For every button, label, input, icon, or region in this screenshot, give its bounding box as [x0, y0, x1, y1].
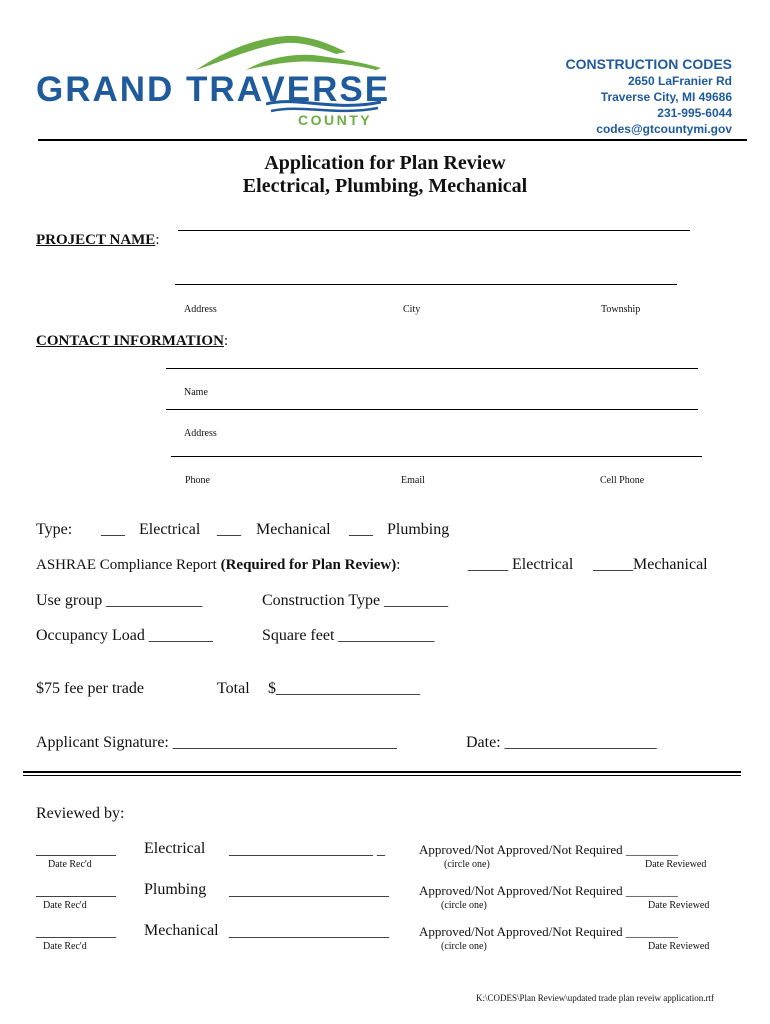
- fee-per-trade: $75 fee per trade: [36, 680, 144, 697]
- contact-info-row: [36, 333, 228, 350]
- plumbing-status[interactable]: [419, 883, 678, 899]
- total-field[interactable]: $__________________: [268, 680, 420, 697]
- hills-logo-graphic: [186, 30, 386, 74]
- use-group-field[interactable]: Use group ____________: [36, 592, 203, 609]
- caption-township: Township: [601, 304, 641, 315]
- contact-address-field[interactable]: [166, 409, 698, 410]
- type-label: Type:: [36, 521, 73, 538]
- plumbing-date-reviewed-caption: Date Reviewed: [648, 900, 710, 911]
- signature-date-field[interactable]: Date: ___________________: [466, 734, 657, 751]
- mechanical-circle-one: (circle one): [441, 941, 487, 952]
- electrical-trade-label: Electrical: [144, 840, 206, 857]
- contact-info-colon: :: [223, 333, 229, 349]
- project-name-field[interactable]: [178, 230, 690, 231]
- reviewed-by-label: Reviewed by:: [36, 805, 125, 822]
- plumbing-reviewer-field[interactable]: ____________________: [229, 882, 389, 899]
- ashrae-row: [36, 557, 400, 574]
- type-mechanical: Mechanical: [256, 521, 331, 538]
- logo-county: COUNTY: [298, 112, 373, 128]
- type-electrical-blank[interactable]: ___: [101, 521, 125, 538]
- applicant-signature-field[interactable]: Applicant Signature: ____________________________: [36, 734, 397, 751]
- mechanical-date-reviewed-caption: Date Reviewed: [648, 941, 710, 952]
- type-electrical: Electrical: [139, 521, 201, 538]
- ashrae-colon: :: [396, 557, 401, 573]
- caption-email: Email: [401, 475, 425, 486]
- type-mechanical-blank[interactable]: ___: [217, 521, 241, 538]
- total-label: Total: [217, 680, 250, 697]
- electrical-status-options[interactable]: Approved/Not Approved/Not Required: [419, 842, 623, 857]
- electrical-date-recd-caption: Date Rec'd: [48, 859, 92, 870]
- mechanical-trade-label: Mechanical: [144, 922, 219, 939]
- square-feet-field[interactable]: Square feet ____________: [262, 627, 435, 644]
- ashrae-mechanical-option[interactable]: _____Mechanical: [593, 556, 708, 573]
- electrical-date-reviewed-caption: Date Reviewed: [645, 859, 707, 870]
- form-title-line-1: Application for Plan Review: [264, 152, 506, 174]
- mechanical-status-options[interactable]: Approved/Not Approved/Not Required: [419, 924, 623, 939]
- electrical-date-reviewed-field[interactable]: ________: [625, 842, 678, 857]
- ashrae-required-note: (Required for Plan Review): [220, 557, 397, 573]
- mechanical-status[interactable]: [419, 924, 678, 940]
- electrical-reviewer-field[interactable]: __________________ _: [229, 841, 385, 858]
- address-line-2: Traverse City, MI 49686: [600, 90, 732, 104]
- caption-name: Name: [184, 387, 208, 398]
- electrical-date-recd-field[interactable]: __________: [36, 841, 116, 858]
- department-email[interactable]: codes@gtcountymi.gov: [596, 122, 732, 136]
- plumbing-status-options[interactable]: Approved/Not Approved/Not Required: [419, 883, 623, 898]
- file-path-footer: K:\CODES\Plan Review\updated trade plan reveiw application.rtf: [476, 993, 714, 1003]
- mechanical-date-reviewed-field[interactable]: ________: [625, 924, 678, 939]
- form-title-line-2: Electrical, Plumbing, Mechanical: [242, 175, 528, 197]
- department-name: CONSTRUCTION CODES: [565, 56, 732, 72]
- mechanical-date-recd-caption: Date Rec'd: [43, 941, 87, 952]
- ashrae-electrical-option[interactable]: _____ Electrical: [468, 556, 574, 573]
- plumbing-date-recd-caption: Date Rec'd: [43, 900, 87, 911]
- caption-city: City: [403, 304, 421, 315]
- caption-cell-phone: Cell Phone: [600, 475, 645, 486]
- mechanical-date-recd-field[interactable]: __________: [36, 923, 116, 940]
- plumbing-trade-label: Plumbing: [144, 881, 207, 898]
- project-location-field[interactable]: [175, 284, 677, 285]
- header-divider: [38, 139, 747, 141]
- caption-phone: Phone: [185, 475, 210, 486]
- plumbing-date-reviewed-field[interactable]: ________: [625, 883, 678, 898]
- electrical-circle-one: (circle one): [444, 859, 490, 870]
- mechanical-reviewer-field[interactable]: ____________________: [229, 923, 389, 940]
- plumbing-date-recd-field[interactable]: __________: [36, 882, 116, 899]
- type-plumbing-blank[interactable]: ___: [349, 521, 373, 538]
- address-line-1: 2650 LaFranier Rd: [627, 74, 732, 88]
- project-name-row: [36, 232, 159, 249]
- occupancy-load-field[interactable]: Occupancy Load ________: [36, 627, 213, 644]
- project-name-label: PROJECT NAME: [36, 232, 156, 248]
- contact-name-field[interactable]: [166, 368, 698, 369]
- department-contact-block: [566, 55, 732, 137]
- ashrae-label: ASHRAE Compliance Report: [36, 557, 217, 573]
- contact-phone-email-field[interactable]: [171, 456, 702, 457]
- caption-address: Address: [184, 304, 217, 315]
- review-divider-top: [23, 771, 741, 773]
- plumbing-circle-one: (circle one): [441, 900, 487, 911]
- construction-type-field[interactable]: Construction Type ________: [262, 592, 449, 609]
- type-plumbing: Plumbing: [387, 521, 450, 538]
- department-phone: 231-995-6044: [657, 106, 732, 120]
- county-logo: [36, 30, 396, 135]
- electrical-status[interactable]: [419, 842, 678, 858]
- project-name-colon: :: [155, 232, 160, 248]
- logo-grand-traverse: GRAND TRAVERSE: [36, 70, 391, 109]
- contact-info-label: CONTACT INFORMATION: [36, 333, 224, 349]
- caption-contact-address: Address: [184, 428, 217, 439]
- review-divider-bottom: [23, 775, 741, 776]
